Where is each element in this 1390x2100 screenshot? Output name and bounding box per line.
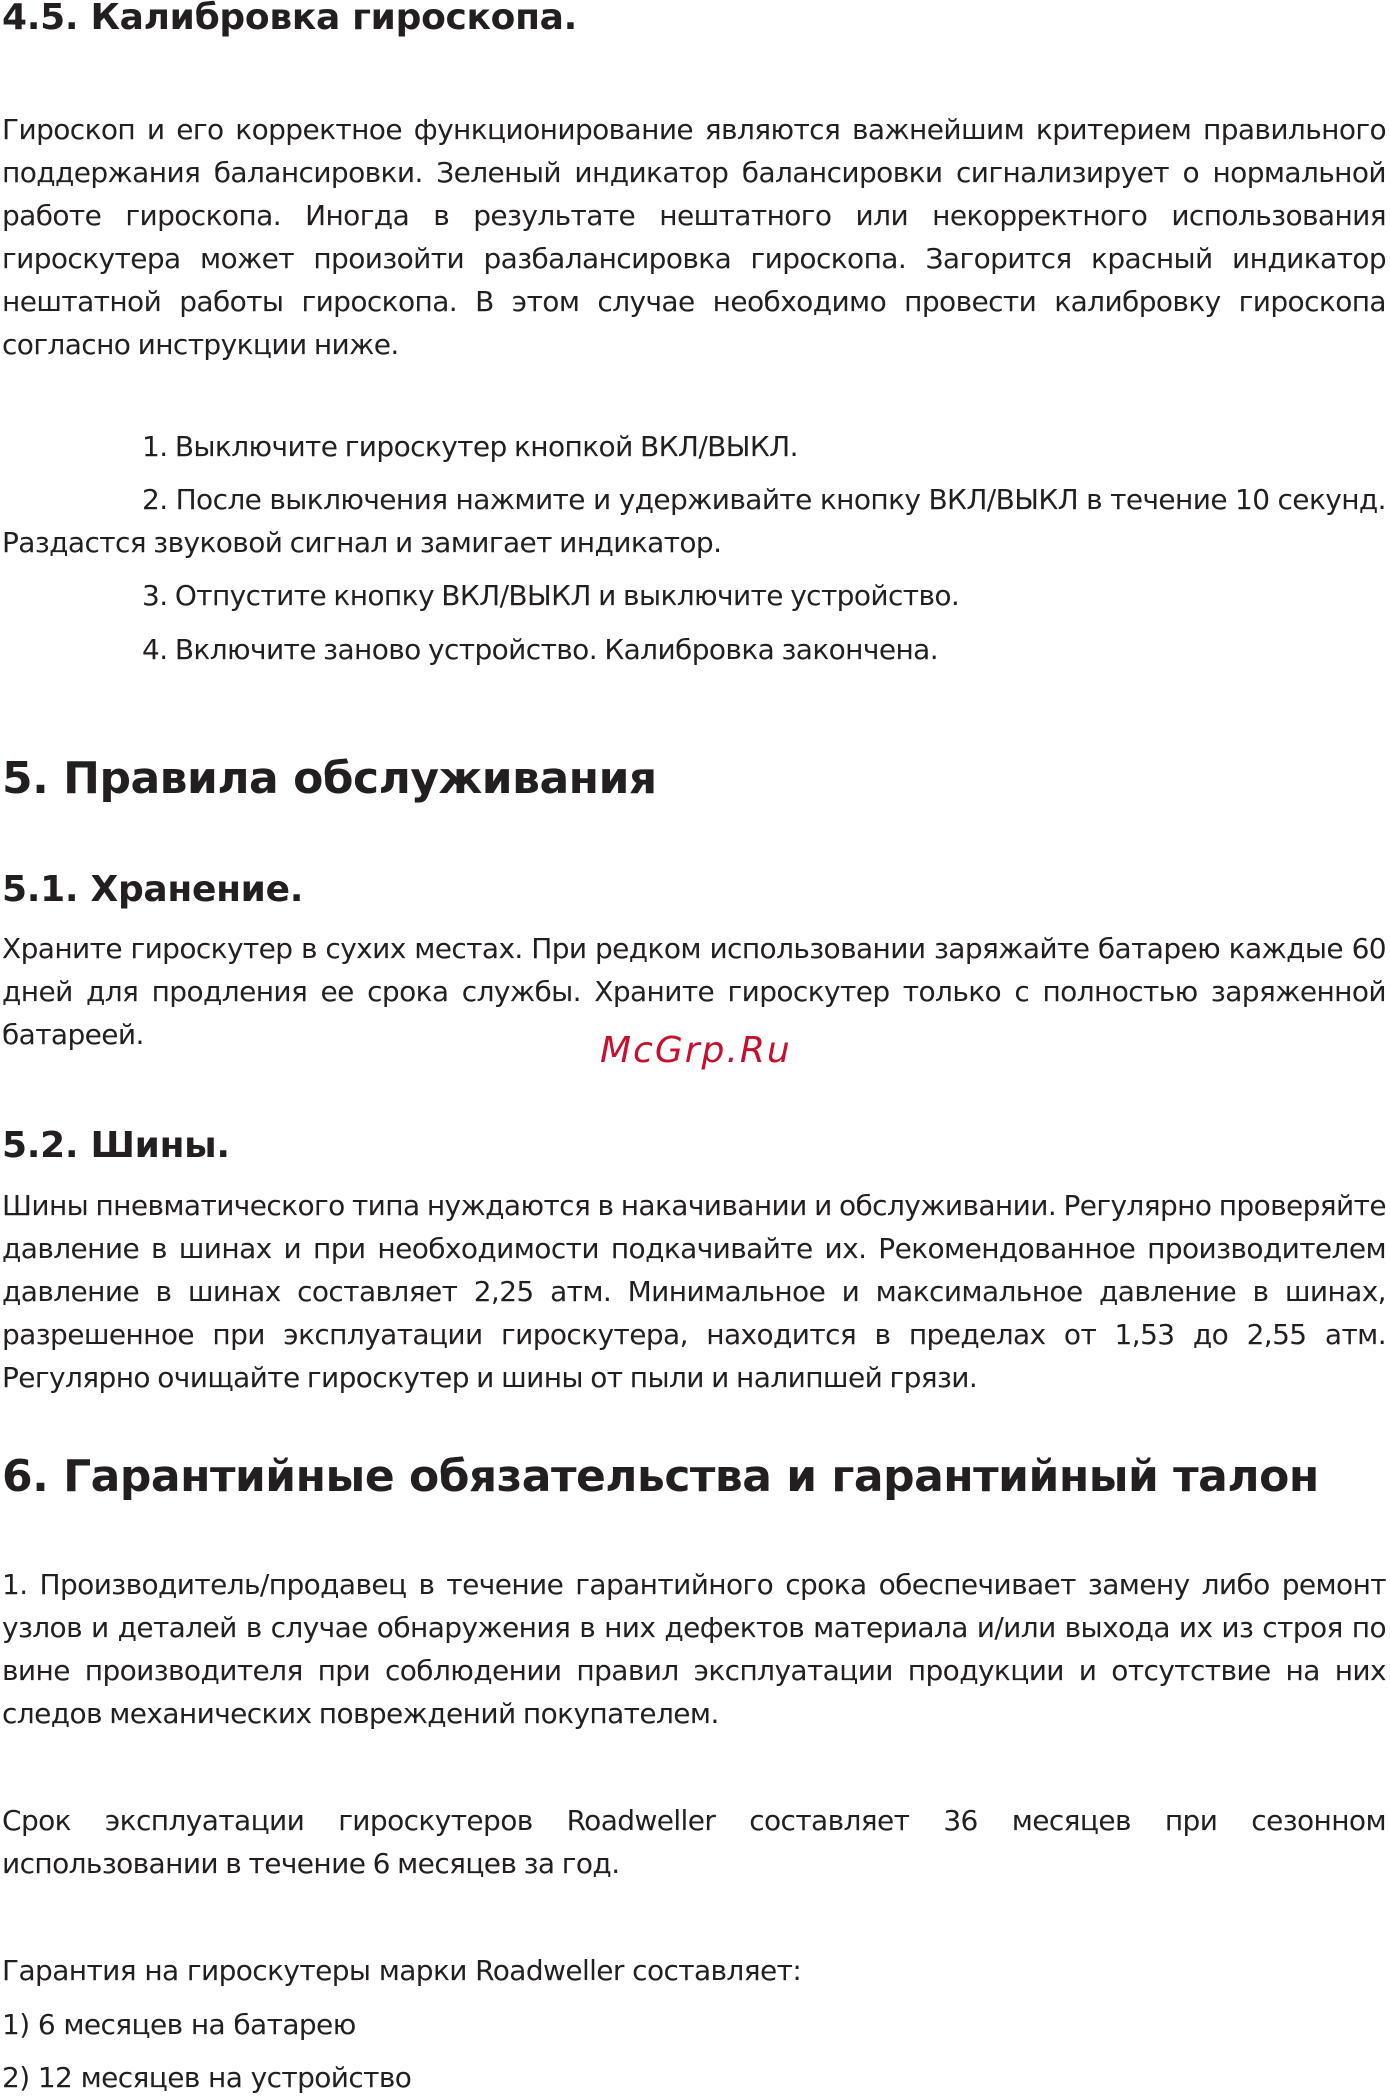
calibration-step-3: 3. Отпустите кнопку ВКЛ/ВЫКЛ и выключите устройство. bbox=[142, 579, 960, 612]
warranty-item-device: 2) 12 месяцев на устройство bbox=[2, 2061, 412, 2094]
warranty-paragraph-1: 1. Производитель/продавец в течение гарантийного срока обеспечивает замену либо ремонт узлов и деталей в случае обнаружения в них дефектов материала и/или выхода их из строя по вине производителя при соблюдении правил эксплуатации продукции и отсутствие на них следов механических повреждений покупателем. bbox=[2, 1568, 1386, 1730]
calibration-step-2: 2. После выключения нажмите и удерживайте кнопку ВКЛ/ВЫКЛ в течение 10 секунд. Раздастся звуковой сигнал и замигает индикатор. bbox=[2, 483, 1386, 559]
section-5-1-heading: 5.1. Хранение. bbox=[2, 869, 304, 910]
storage-paragraph: Храните гироскутер в сухих местах. При редком использовании заряжайте батарею каждые 60 дней для продления ее срока службы. Храните гироскутер только с полностью заряженной батареей. bbox=[2, 932, 1386, 1051]
calibration-intro-paragraph: Гироскоп и его корректное функционирование являются важнейшим критерием правильного поддержания балансировки. Зеленый индикатор балансировки сигнализирует о нормальной работе гироскопа. Иногда в результате нештатного или некорректного использования гироскутера может произойти разбалансировка гироскопа. Загорится красный индикатор нештатной работы гироскопа. В этом случае необходимо провести калибровку гироскопа согласно инструкции ниже. bbox=[2, 113, 1386, 361]
section-5-heading: 5. Правила обслуживания bbox=[2, 753, 657, 804]
warranty-intro: Гарантия на гироскутеры марки Roadweller составляет: bbox=[2, 1954, 802, 1987]
service-life-paragraph: Срок эксплуатации гироскутеров Roadweller составляет 36 месяцев при сезонном использовании в течение 6 месяцев за год. bbox=[2, 1804, 1386, 1880]
section-6-heading: 6. Гарантийные обязательства и гарантийный талон bbox=[2, 1451, 1319, 1502]
warranty-item-battery: 1) 6 месяцев на батарею bbox=[2, 2008, 356, 2041]
tires-paragraph: Шины пневматического типа нуждаются в накачивании и обслуживании. Регулярно проверяйте давление в шинах и при необходимости подкачивайте их. Рекомендованное производителем давление в шинах составляет 2,25 атм. Минимальное и максимальное давление в шинах, разрешенное при эксплуатации гироскутера, находится в пределах от 1,53 до 2,55 атм. Регулярно очищайте гироскутер и шины от пыли и налипшей грязи. bbox=[2, 1189, 1386, 1394]
watermark: McGrp.Ru bbox=[600, 1030, 792, 1071]
section-4-5-heading: 4.5. Калибровка гироскопа. bbox=[2, 0, 578, 38]
calibration-step-1: 1. Выключите гироскутер кнопкой ВКЛ/ВЫКЛ. bbox=[142, 430, 798, 463]
calibration-step-4: 4. Включите заново устройство. Калибровка закончена. bbox=[142, 633, 939, 666]
section-5-2-heading: 5.2. Шины. bbox=[2, 1125, 230, 1166]
